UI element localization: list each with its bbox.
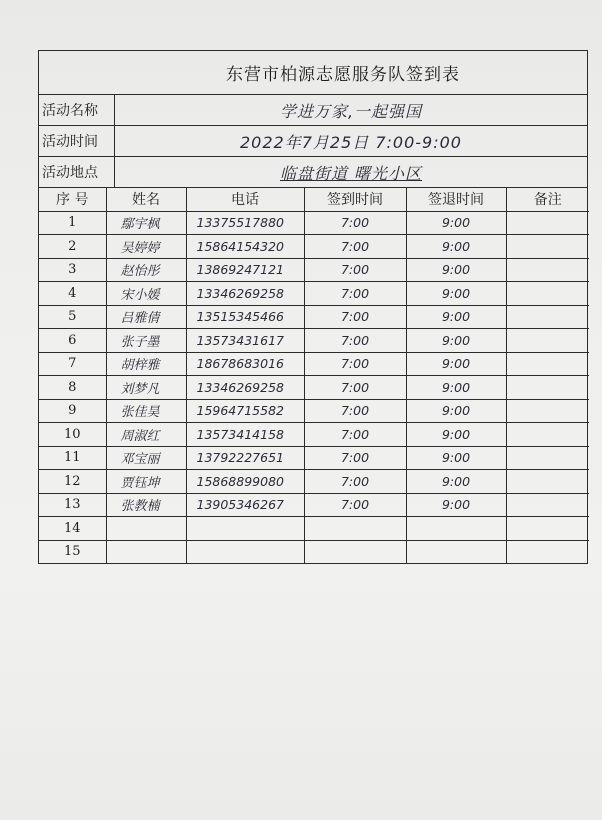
row-note	[506, 446, 589, 470]
row-note	[506, 211, 589, 235]
row-phone: 15864154320	[186, 235, 304, 259]
row-sign-in-time: 7:00	[304, 470, 406, 494]
row-sign-in-time: 7:00	[304, 235, 406, 259]
row-note	[506, 399, 589, 423]
row-sign-out-time: 9:00	[406, 329, 506, 353]
row-sign-out-time: 9:00	[406, 376, 506, 400]
row-sign-in-time: 7:00	[304, 282, 406, 306]
row-phone	[186, 517, 304, 541]
activity-place-label: 活动地点	[39, 157, 115, 187]
row-number: 13	[39, 493, 106, 517]
row-name: 周淑红	[106, 423, 186, 447]
row-sign-in-time	[304, 540, 406, 563]
row-sign-out-time: 9:00	[406, 399, 506, 423]
row-number: 8	[39, 376, 106, 400]
row-name	[106, 517, 186, 541]
row-number: 15	[39, 540, 106, 563]
row-number: 12	[39, 470, 106, 494]
row-sign-out-time: 9:00	[406, 305, 506, 329]
row-number: 5	[39, 305, 106, 329]
row-name: 鄢宇枫	[106, 211, 186, 235]
row-name: 胡梓雅	[106, 352, 186, 376]
row-sign-out-time: 9:00	[406, 258, 506, 282]
row-note	[506, 423, 589, 447]
row-note	[506, 258, 589, 282]
row-name: 张子墨	[106, 329, 186, 353]
activity-time-value: 2022年7月25日 7:00-9:00	[240, 132, 462, 152]
table-row	[39, 258, 589, 282]
column-header-sign-out-time: 签退时间	[406, 188, 506, 211]
table-row	[39, 282, 589, 306]
row-sign-in-time: 7:00	[304, 329, 406, 353]
row-sign-in-time: 7:00	[304, 423, 406, 447]
row-phone: 13573414158	[186, 423, 304, 447]
row-phone	[186, 540, 304, 563]
row-number: 7	[39, 352, 106, 376]
row-sign-in-time: 7:00	[304, 211, 406, 235]
row-note	[506, 493, 589, 517]
row-number: 3	[39, 258, 106, 282]
row-number: 2	[39, 235, 106, 259]
row-name: 刘梦凡	[106, 376, 186, 400]
activity-name-label: 活动名称	[39, 95, 115, 125]
table-row	[39, 329, 589, 353]
row-note	[506, 329, 589, 353]
row-name	[106, 540, 186, 563]
row-sign-out-time	[406, 540, 506, 563]
attendance-table	[39, 188, 589, 563]
row-note	[506, 376, 589, 400]
row-name: 邓宝丽	[106, 446, 186, 470]
table-header-row	[39, 188, 589, 211]
row-name: 张佳昊	[106, 399, 186, 423]
row-note	[506, 305, 589, 329]
form-title: 东营市柏源志愿服务队签到表	[39, 51, 587, 95]
column-header-phone: 电话	[186, 188, 304, 211]
column-header-number: 序 号	[39, 188, 106, 211]
row-phone: 13905346267	[186, 493, 304, 517]
column-header-sign-in-time: 签到时间	[304, 188, 406, 211]
row-number: 4	[39, 282, 106, 306]
table-row	[39, 423, 589, 447]
row-sign-in-time: 7:00	[304, 305, 406, 329]
row-name: 贾钰坤	[106, 470, 186, 494]
row-note	[506, 282, 589, 306]
row-number: 11	[39, 446, 106, 470]
row-phone: 15868899080	[186, 470, 304, 494]
row-sign-out-time: 9:00	[406, 446, 506, 470]
row-sign-out-time: 9:00	[406, 352, 506, 376]
table-row	[39, 235, 589, 259]
row-sign-in-time: 7:00	[304, 399, 406, 423]
row-name: 吕雅倩	[106, 305, 186, 329]
row-phone: 13869247121	[186, 258, 304, 282]
sign-in-form	[38, 50, 588, 564]
row-name: 赵怡彤	[106, 258, 186, 282]
activity-time-label: 活动时间	[39, 126, 115, 156]
row-phone: 13346269258	[186, 376, 304, 400]
row-phone: 13573431617	[186, 329, 304, 353]
row-sign-in-time	[304, 517, 406, 541]
table-row	[39, 446, 589, 470]
row-sign-out-time: 9:00	[406, 493, 506, 517]
row-sign-out-time: 9:00	[406, 235, 506, 259]
row-name: 吴婷婷	[106, 235, 186, 259]
row-number: 9	[39, 399, 106, 423]
activity-name-value: 学进万家,一起强国	[279, 101, 423, 121]
table-row	[39, 399, 589, 423]
row-name: 张教楠	[106, 493, 186, 517]
activity-name-row	[39, 95, 587, 126]
row-phone: 13346269258	[186, 282, 304, 306]
table-row	[39, 540, 589, 563]
row-phone: 13375517880	[186, 211, 304, 235]
row-note	[506, 352, 589, 376]
activity-time-row	[39, 126, 587, 157]
row-sign-out-time	[406, 517, 506, 541]
row-sign-out-time: 9:00	[406, 211, 506, 235]
row-sign-in-time: 7:00	[304, 376, 406, 400]
activity-place-value: 临盘街道 曙光小区	[279, 163, 423, 183]
activity-place-row	[39, 157, 587, 188]
row-sign-in-time: 7:00	[304, 352, 406, 376]
row-note	[506, 540, 589, 563]
row-number: 1	[39, 211, 106, 235]
table-row	[39, 352, 589, 376]
row-sign-in-time: 7:00	[304, 493, 406, 517]
row-note	[506, 235, 589, 259]
row-sign-out-time: 9:00	[406, 282, 506, 306]
row-note	[506, 470, 589, 494]
table-row	[39, 470, 589, 494]
row-note	[506, 517, 589, 541]
column-header-name: 姓名	[106, 188, 186, 211]
row-phone: 13792227651	[186, 446, 304, 470]
row-name: 宋小媛	[106, 282, 186, 306]
table-row	[39, 493, 589, 517]
row-number: 10	[39, 423, 106, 447]
column-header-notes: 备注	[506, 188, 589, 211]
row-sign-out-time: 9:00	[406, 470, 506, 494]
row-phone: 15964715582	[186, 399, 304, 423]
row-sign-out-time: 9:00	[406, 423, 506, 447]
table-row	[39, 211, 589, 235]
table-row	[39, 305, 589, 329]
row-phone: 18678683016	[186, 352, 304, 376]
table-row	[39, 517, 589, 541]
row-number: 14	[39, 517, 106, 541]
row-number: 6	[39, 329, 106, 353]
row-sign-in-time: 7:00	[304, 258, 406, 282]
row-phone: 13515345466	[186, 305, 304, 329]
row-sign-in-time: 7:00	[304, 446, 406, 470]
table-row	[39, 376, 589, 400]
